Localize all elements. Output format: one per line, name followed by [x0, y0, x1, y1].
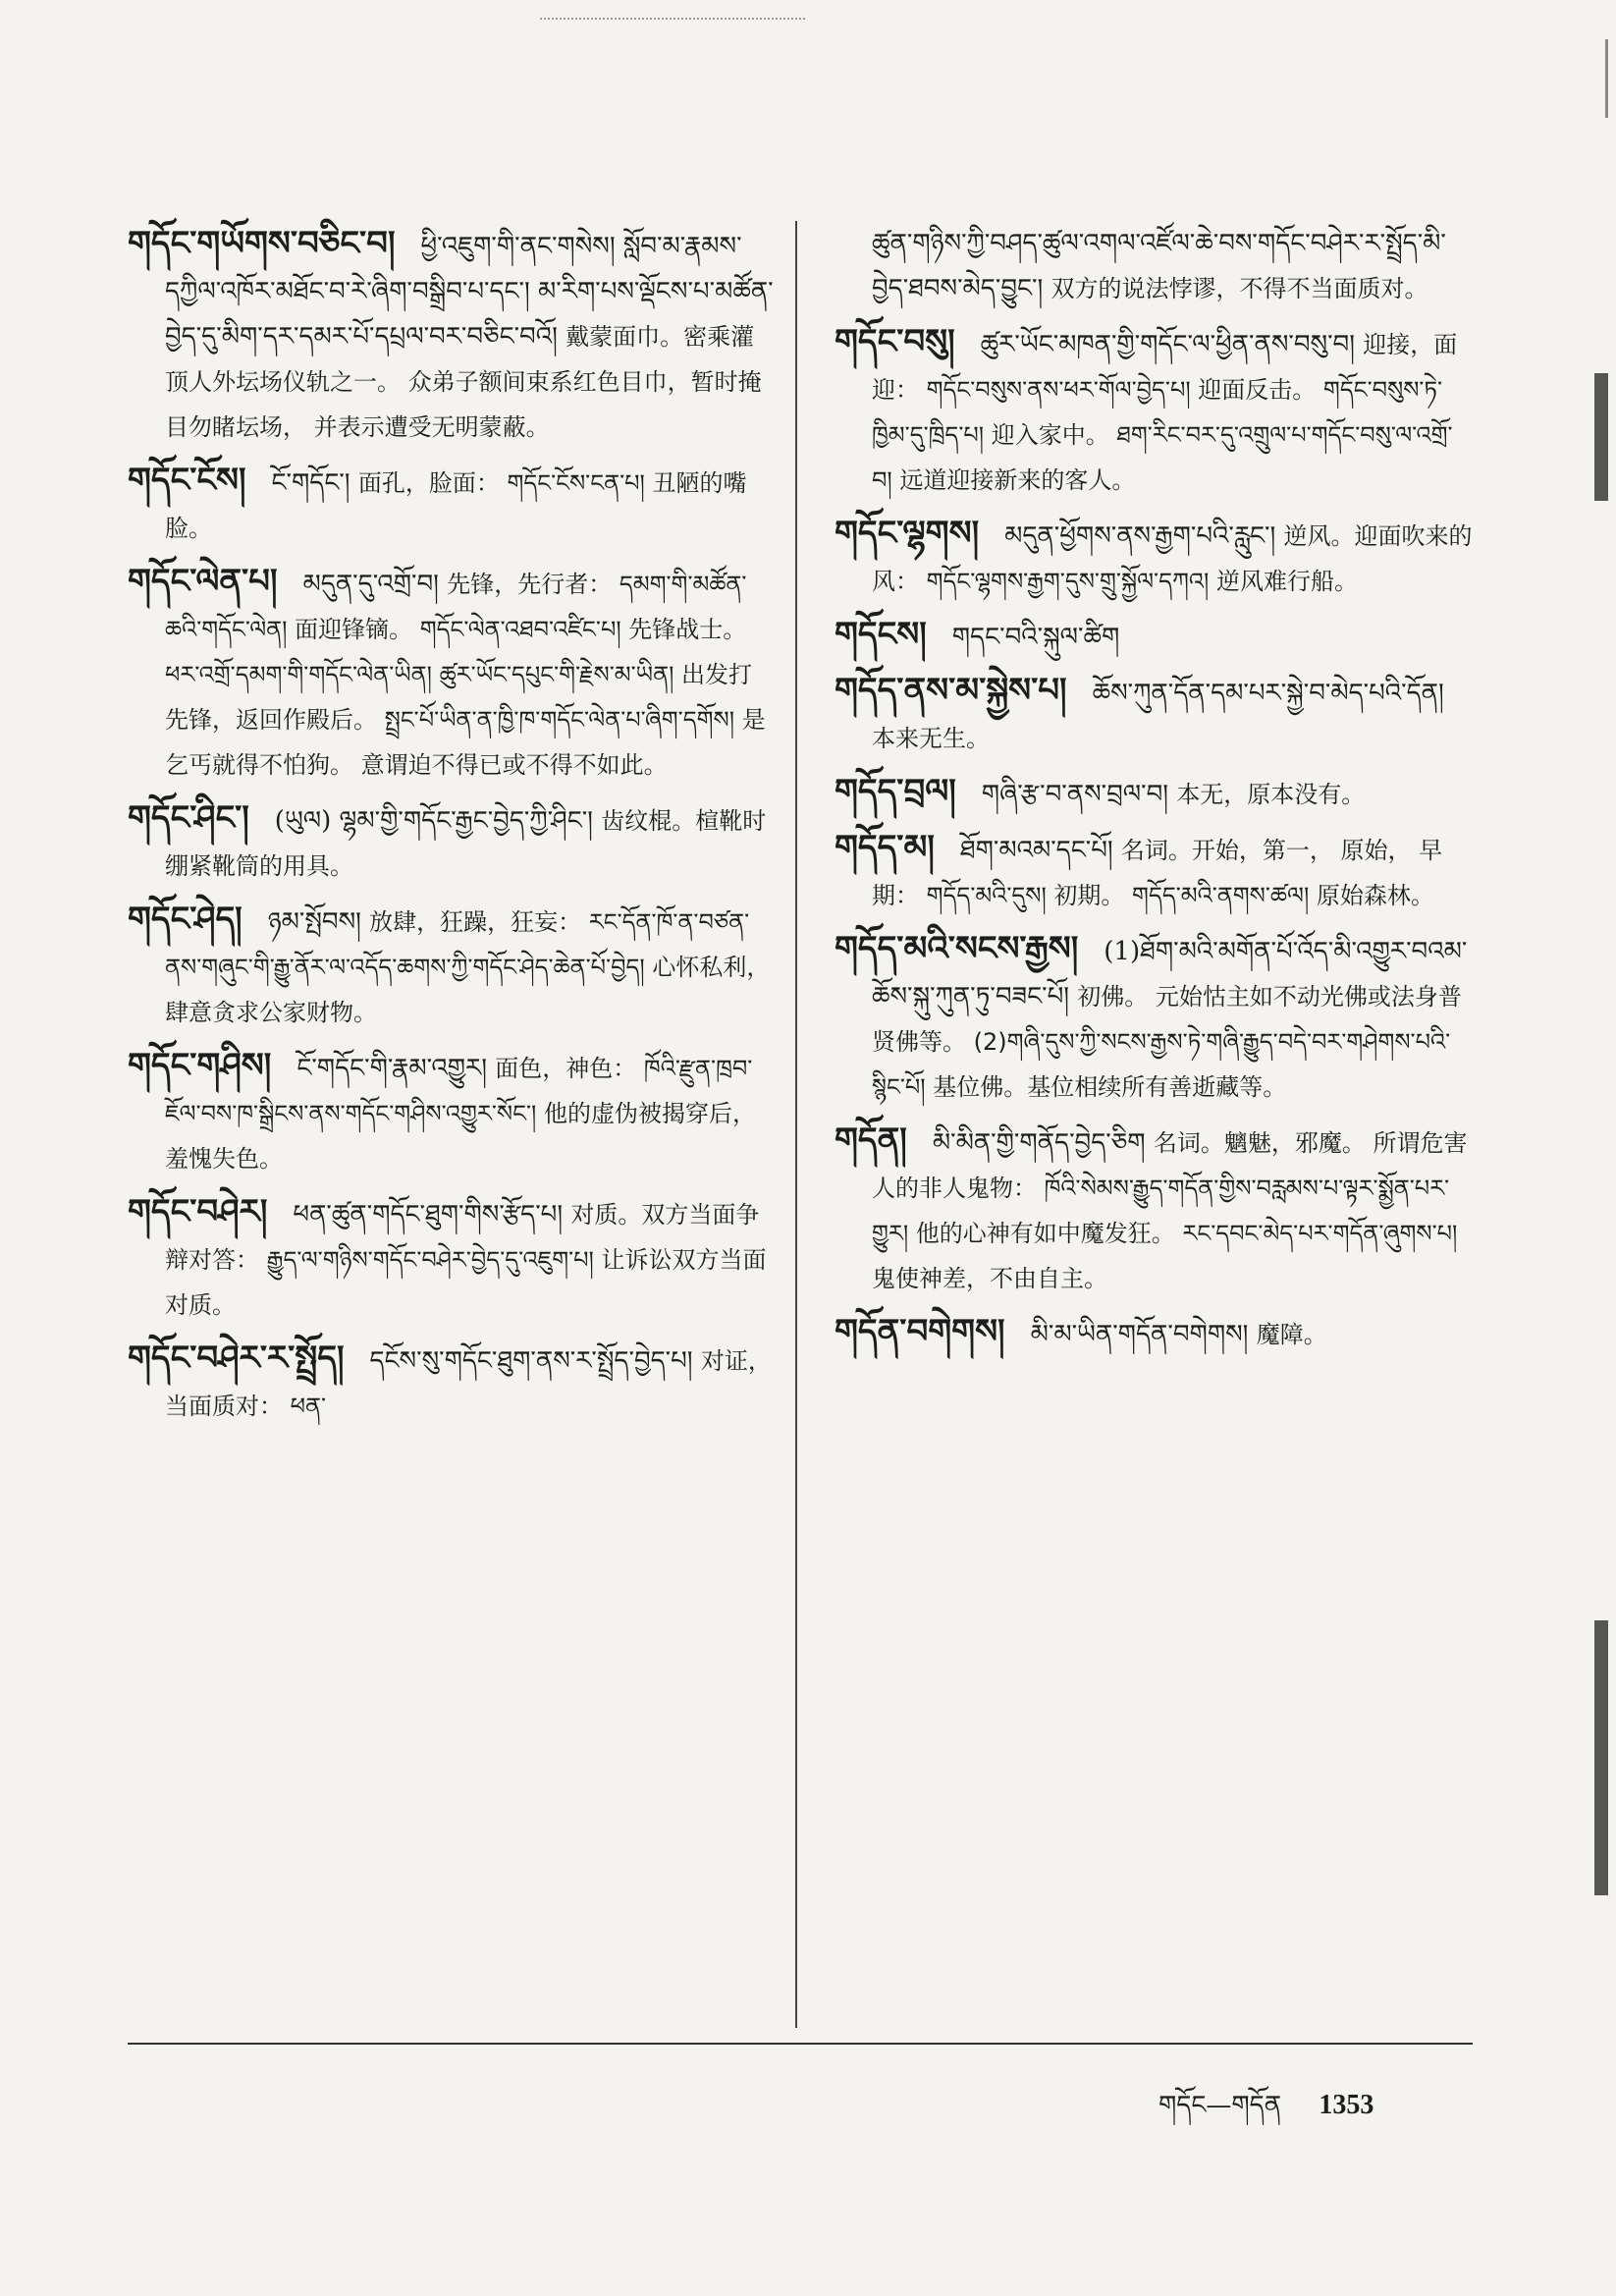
- entry-tibetan-definition: མི་མིན་གྱི་གནོད་བྱེད་ཅིག: [932, 1128, 1154, 1158]
- entry-text: [835, 1309, 1473, 1357]
- scan-edge-mark: [1594, 373, 1608, 501]
- entry-tibetan-definition: ཕན་ཚུན་གདོང་ཐུག་གིས་རྩོད་པ།: [293, 1200, 571, 1230]
- entry-headword: གདོང་བཤེར་ར་སྤྲོད།: [128, 1339, 345, 1378]
- entry-chinese-definition: 迎接，面迎： གདོང་བསུས་ནས་ཕར་གོལ་བྱེད་པ། 迎面反击。 གདོང་བསུས་ཏེ་ཁྱིམ་དུ་ཁྲིད་པ། 迎入家中。 ཐག་རིང་བར་དུ་འགྲུལ་པ་གདོང་བསུ་ལ་འགྲོ་བ། 远道迎接新来的客人。: [872, 331, 1458, 494]
- entry-chinese-definition: 名词。开始，第一， 原始， 早期： གདོད་མའི་དུས། 初期。 གདོད་མའི་ནགས་ཚལ། 原始森林。: [872, 837, 1443, 909]
- entry-text: [128, 221, 776, 450]
- dictionary-entry: [835, 769, 1473, 817]
- dictionary-entry: [835, 825, 1473, 918]
- dictionary-entry: [128, 221, 776, 450]
- page-number: 1353: [1319, 2090, 1374, 2120]
- entry-headword: གདོངས།: [835, 615, 927, 654]
- dictionary-entry: [128, 795, 776, 889]
- page-footer: [1158, 2077, 1374, 2149]
- scan-mark: [540, 18, 805, 22]
- entry-text: [835, 612, 1473, 660]
- dictionary-entry: [835, 221, 1473, 311]
- entry-tibetan-definition: ཕྱི་འཇུག་གི་ནང་གསེས། སློབ་མ་རྣམས་དཀྱིལ་འཁོར་མཐོང་བ་རེ་ཞིག་བསྒྲིབ་པ་དང་། མ་རིག་པས་ལྡོངས་པ་མཚོན་བྱེད་དུ་མིག་དར་དམར་པོ་དཔྲལ་བར་བཅིང་བའོ།: [165, 232, 774, 352]
- entry-tibetan-definition: གཞི་རྩ་བ་ནས་བྲལ་བ།: [981, 780, 1177, 809]
- entry-tibetan-definition: ཆོས་ཀུན་དོན་དམ་པར་སྐྱེ་བ་མེད་པའི་དོན།: [1092, 679, 1444, 708]
- dictionary-entry: [128, 1189, 776, 1328]
- entry-chinese-definition: 放肆，狂躁，狂妄： རང་དོན་ཁོ་ན་བཙན་ནས་གཞུང་གི་རྒྱུ་ནོར་ལ་འདོད་ཆགས་ཀྱི་གདོང་ཤེད་ཆེན་པོ་བྱེད། 心怀私利，肆意贪求公家财物。: [165, 908, 771, 1026]
- entry-text: [128, 1043, 776, 1181]
- entry-headword: གདོན་བགེགས།: [835, 1312, 1005, 1351]
- entry-tibetan-definition: (1)ཐོག་མའི་མགོན་པོ་འོད་མི་འགྱུར་བའམ་ཆོས་སྐུ་ཀུན་ཏུ་བཟང་པོ།: [872, 937, 1468, 1011]
- entry-tibetan-definition: གདང་བའི་སྐུལ་ཚིག: [951, 623, 1120, 652]
- entry-chinese-definition: 本来无生。: [872, 725, 990, 752]
- entry-tibetan-definition: ཐོག་མའམ་དང་པོ།: [959, 836, 1121, 865]
- dictionary-entry: [835, 926, 1473, 1110]
- entry-chinese-definition: 先锋，先行者： དམག་གི་མཚོན་ཆའི་གདོང་ལེན། 面迎锋镝。 གདོང་ལེན་འཐབ་འཛིང་པ། 先锋战士。 ཕར་འགྲོ་དམག་གི་གདོང་ལེན་ཡིན། ཚུར་ཡོང་དཔུང་གི་རྗེས་མ་ཡིན། 出发打先锋，返回作殿后。 སྤྲང་པོ་ཡིན་ན་ཁྱི་ཁ་གདོང་ལེན་པ་ཞིག་དགོས། 是乞丐就得不怕狗。 意谓迫不得已或不得不如此。: [165, 571, 766, 779]
- entry-chinese-definition: 面色，神色： ཁོའི་རྫུན་ཁྲབ་ཇོལ་བས་ཁ་སྒྲིངས་ནས་གདོང་གཤིས་འགྱུར་སོང་། 他的虚伪被揭穿后，羞愧失色。: [165, 1055, 756, 1173]
- entry-headword: གདོན།: [835, 1121, 907, 1160]
- entry-text: [128, 559, 776, 788]
- entry-text: [835, 926, 1473, 1110]
- entry-headword: གདོད་མའི་སངས་རྒྱས།: [835, 929, 1079, 968]
- column-divider: [795, 221, 797, 2028]
- entry-chinese-definition: 对证，当面质对： ཕན་: [165, 1347, 772, 1420]
- entry-text: [128, 1336, 776, 1429]
- entry-text: [835, 511, 1473, 604]
- entry-headword: གདོང་ངོས།: [128, 461, 246, 500]
- entry-tibetan-definition: ཚུར་ཡོང་མཁན་གྱི་གདོང་ལ་ཕྱིན་ནས་བསུ་བ།: [980, 330, 1364, 359]
- dictionary-entry: [128, 559, 776, 788]
- entry-headword: གདོང་ལྷགས།: [835, 514, 980, 553]
- dictionary-entry: [835, 1118, 1473, 1301]
- entry-text: [128, 1189, 776, 1328]
- entry-chinese-definition: 面孔，脸面： གདོང་ངོས་ངན་པ། 丑陋的嘴脸。: [165, 469, 747, 542]
- entry-chinese-definition: 双方的说法悖谬，不得不当面质对。: [1050, 275, 1428, 302]
- dictionary-entry: [835, 668, 1473, 761]
- entry-tibetan-definition: མདུན་དུ་འགྲོ་བ།: [302, 570, 448, 599]
- entry-tibetan-definition: མི་མ་ཡིན་གདོན་བགེགས།: [1030, 1320, 1257, 1349]
- dictionary-entry: [128, 897, 776, 1035]
- entry-text: [128, 458, 776, 551]
- header-range: གདོང—གདོན: [1158, 2091, 1282, 2120]
- dictionary-entry: [128, 1043, 776, 1181]
- dictionary-entry: [128, 458, 776, 551]
- entry-tibetan-definition: མདུན་ཕྱོགས་ནས་རྒྱག་པའི་རླུང་།: [1004, 521, 1284, 551]
- entry-text: [835, 825, 1473, 918]
- entry-headword: གདོད་མ།: [835, 828, 935, 867]
- dictionary-entry: [835, 1309, 1473, 1357]
- entry-headword: གདོང་ལེན་པ།: [128, 562, 278, 601]
- entry-chinese-definition: 名词。魑魅，邪魔。 所谓危害人的非人鬼物： ཁོའི་སེམས་རྒྱུད་གདོན་གྱིས་བརླམས་པ་ལྟར་སྨྱོན་པར་གྱུར། 他的心神有如中魔发狂。 རང་དབང་མེད་པར་གདོན་ཞུགས་པ། 鬼使神差，不由自主。: [872, 1129, 1468, 1292]
- scan-edge-mark: [1605, 39, 1608, 118]
- entry-chinese-definition: 戴蒙面巾。密乘灌顶人外坛场仪轨之一。 众弟子额间束系红色目巾，暂时掩目勿睹坛场， 并表示遭受无明蒙蔽。: [165, 323, 762, 441]
- entry-text: [835, 1118, 1473, 1301]
- entry-text: [835, 221, 1473, 311]
- entry-tibetan-definition: ཚུན་གཉིས་ཀྱི་བཤད་ཚུལ་འགལ་འཛོལ་ཆེ་བས་གདོང་བཤེར་ར་སྤྲོད་མི་བྱེད་ཐབས་མེད་བྱུང་།: [872, 229, 1446, 303]
- entry-headword: གདོང་ཤིང་།: [128, 798, 249, 838]
- entry-headword: གདོང་བསུ།: [835, 322, 955, 361]
- entry-chinese-definition: 初佛。 元始怙主如不动光佛或法身普贤佛等。 (2)གཞི་དུས་ཀྱི་སངས་རྒྱས་ཏེ་གཞི་རྒྱུད་བདེ་བར་གཤེགས་པའི་སྙིང་པོ། 基位佛。基位相续所有善逝藏等。: [872, 983, 1462, 1101]
- entry-chinese-definition: 逆风。迎面吹来的风： གདོང་ལྷགས་རྒྱག་དུས་གྲུ་སྐྱོལ་དཀའ། 逆风难行船。: [872, 522, 1473, 595]
- entry-chinese-definition: 齿纹棍。楦靴时绷紧靴筒的用具。: [165, 807, 767, 880]
- left-column: [128, 221, 776, 1437]
- scan-edge-mark: [1594, 1620, 1608, 1895]
- entry-tibetan-definition: (ཡུལ) ལྷམ་གྱི་གདོང་རྒྱང་བྱེད་ཀྱི་ཤིང་།: [274, 806, 602, 836]
- entry-headword: གདོང་གཤིས།: [128, 1046, 272, 1085]
- footer-rule: [128, 2043, 1473, 2045]
- entry-tibetan-definition: ངོ་གདོང་།: [271, 468, 358, 498]
- entry-headword: གདོད་བྲལ།: [835, 772, 956, 811]
- entry-text: [128, 897, 776, 1035]
- entry-headword: གདོང་ཤེད།: [128, 900, 242, 939]
- dictionary-entry: [835, 511, 1473, 604]
- dictionary-entry: [128, 1336, 776, 1429]
- entry-tibetan-definition: དངོས་སུ་གདོང་ཐུག་ནས་ར་སྤྲོད་བྱེད་པ།: [369, 1346, 701, 1376]
- entry-headword: གདོང་གཡོགས་བཅིང་བ།: [128, 224, 396, 263]
- entry-headword: གདོང་བཤེར།: [128, 1192, 268, 1231]
- entry-headword: གདོད་ནས་མ་སྐྱེས་པ།: [835, 671, 1067, 710]
- entry-chinese-definition: 对质。双方当面争辩对答： རྒྱུད་ལ་གཉིས་གདོང་བཤེར་བྱེད་དུ་འཇུག་པ། 让诉讼双方当面对质。: [165, 1201, 767, 1319]
- entry-text: [835, 769, 1473, 817]
- entry-tibetan-definition: ངོ་གདོང་གི་རྣམ་འགྱུར།: [296, 1054, 496, 1083]
- entry-text: [128, 795, 776, 889]
- entry-tibetan-definition: ཉམ་སྤོབས།: [267, 907, 370, 937]
- entry-text: [835, 319, 1473, 503]
- entry-chinese-definition: 魔障。: [1256, 1321, 1327, 1348]
- right-column: [835, 221, 1473, 1365]
- dictionary-entry: [835, 319, 1473, 503]
- dictionary-entry: [835, 612, 1473, 660]
- entry-text: [835, 668, 1473, 761]
- entry-chinese-definition: 本无，原本没有。: [1176, 781, 1366, 808]
